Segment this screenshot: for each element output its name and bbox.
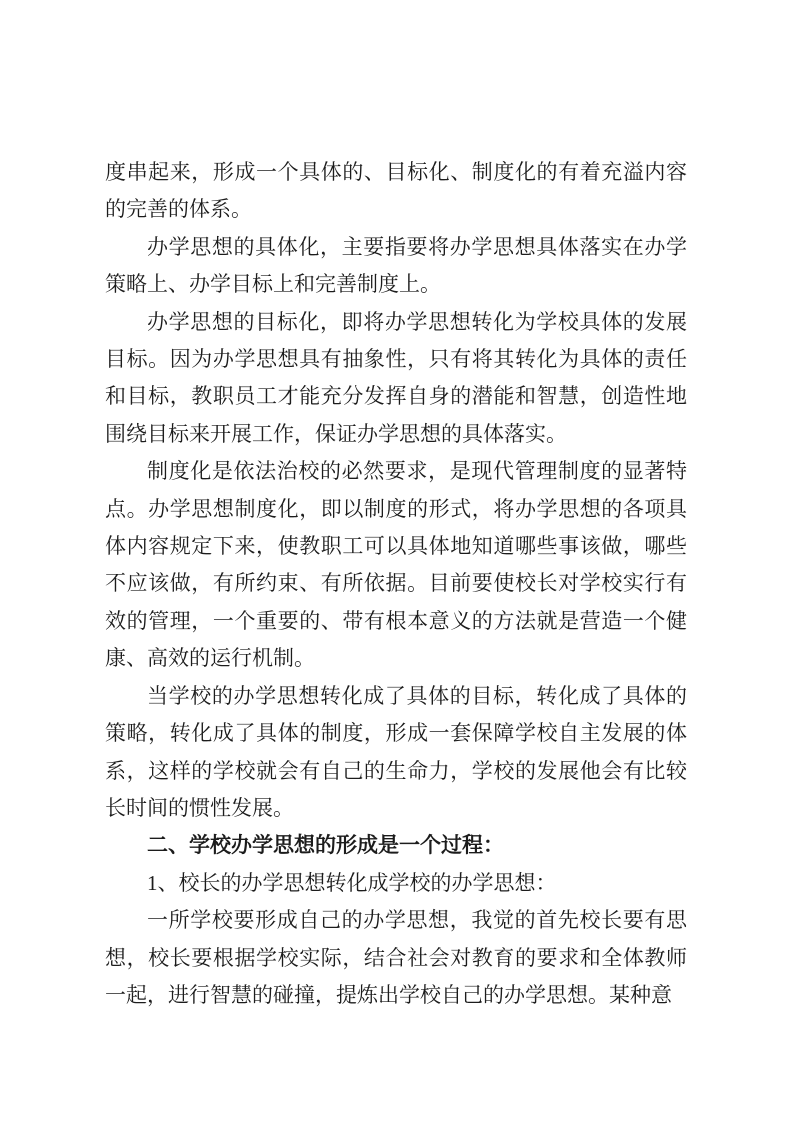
paragraph: 当学校的办学思想转化成了具体的目标，转化成了具体的策略，转化成了具体的制度，形成一套保障学校自主发展的体系，这样的学校就会有自己的生命力，学校的发展他会有比较长时间的惯性发展。 — [105, 683, 687, 820]
paragraph: 1、校长的办学思想转化成学校的办学思想： — [147, 870, 557, 895]
paragraph: 办学思想的目标化，即将办学思想转化为学校具体的发展目标。因为办学思想具有抽象性，只有将其转化为具体的责任和目标，教职员工才能充分发挥自身的潜能和智慧，创造性地围绕目标来开展工作，保证办学思想的具体落实。 — [105, 309, 687, 446]
paragraph: 制度化是依法治校的必然要求，是现代管理制度的显著特点。办学思想制度化，即以制度的形式，将办学思想的各项具体内容规定下来，使教职工可以具体地知道哪些事该做，哪些不应该做，有所约束、有所依据。目前要使校长对学校实行有效的管理，一个重要的、带有根本意义的方法就是营造一个健康、高效的运行机制。 — [105, 459, 687, 671]
paragraph: 一所学校要形成自己的办学思想，我觉的首先校长要有思想，校长要根据学校实际，结合社会对教育的要求和全体教师一起，进行智慧的碰撞，提炼出学校自己的办学思想。某种意 — [105, 908, 687, 1007]
document-body — [105, 154, 687, 1014]
paragraph: 度串起来，形成一个具体的、目标化、制度化的有着充溢内容的完善的体系。 — [105, 160, 687, 222]
paragraph: 办学思想的具体化，主要指要将办学思想具体落实在办学策略上、办学目标上和完善制度上。 — [105, 234, 687, 297]
section-heading: 二、学校办学思想的形成是一个过程： — [147, 833, 504, 858]
